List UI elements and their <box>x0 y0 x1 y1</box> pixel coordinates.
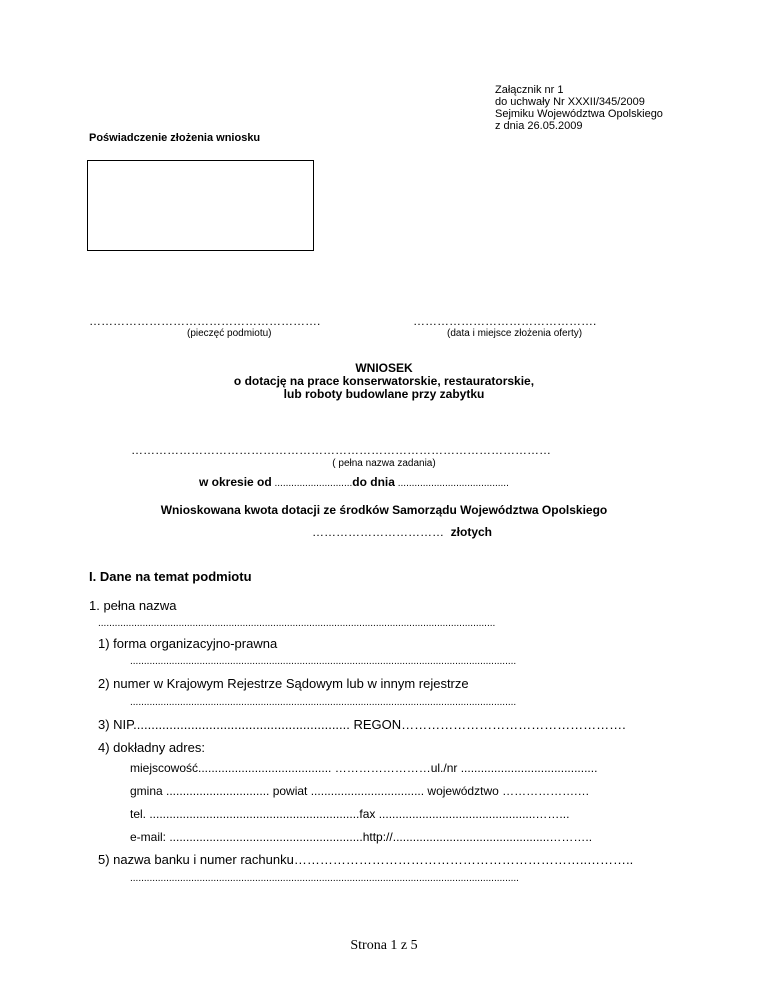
period-from-label: w okresie od <box>199 475 272 489</box>
period-from-dots: ............................ <box>271 478 353 489</box>
document-subtitle-2: lub roboty budowlane przy zabytku <box>283 387 485 401</box>
stamp-box <box>87 160 314 251</box>
attachment-line-4: z dnia 26.05.2009 <box>495 120 583 132</box>
address-city-row: miejscowość........................................ ……………………ul./nr ......................................... <box>130 761 598 775</box>
section-title: I. Dane na temat podmiotu <box>89 569 252 584</box>
attachment-line-3: Sejmiku Województwa Opolskiego <box>495 108 663 120</box>
krs-label: 2) numer w Krajowym Rejestrze Sądowym lub w innym rejestrze <box>98 676 469 691</box>
nip-regon-row: 3) NIP............................................................ REGON……………………………………………. <box>98 717 626 732</box>
document-subtitle-1: o dotację na prace konserwatorskie, restauratorskie, <box>233 374 535 388</box>
amount-dots: …………………………… <box>312 525 444 539</box>
bank-account-label: 5) nazwa banku i numer rachunku…………………………………………………………..……….. <box>98 852 634 867</box>
full-name-label: 1. pełna nazwa <box>89 598 177 613</box>
period-to-label: do dnia <box>352 475 395 489</box>
address-label: 4) dokładny adres: <box>98 740 205 755</box>
period-to-dots: ........................................ <box>394 478 509 489</box>
date-place-caption: (data i miejsce złożenia oferty) <box>447 328 583 339</box>
confirmation-title: Poświadczenie złożenia wniosku <box>89 132 261 144</box>
full-name-dots: ............................................................................................................................................... <box>98 618 496 629</box>
page-number: Strona 1 z 5 <box>350 938 418 953</box>
document-title: WNIOSEK <box>355 361 413 375</box>
bank-account-dots: ............................................................................................................................................ <box>130 873 519 884</box>
period-row <box>199 475 509 489</box>
attachment-line-2: do uchwały Nr XXXII/345/2009 <box>495 96 645 108</box>
date-place-dots: ………………………………………. <box>413 314 597 328</box>
stamp-caption: (pieczęć podmiotu) <box>187 328 272 339</box>
amount-unit: złotych <box>450 525 493 539</box>
stamp-signature-dots: …………………………………………………. <box>89 314 321 328</box>
address-phone-row: tel. ...............................................................fax ...............................................……... <box>130 807 570 821</box>
address-email-row: e-mail: ..........................................................http://...............................................……….. <box>130 830 593 844</box>
attachment-line-1: Załącznik nr 1 <box>495 84 564 96</box>
task-name-caption: ( pełna nazwa zadania) <box>332 458 436 469</box>
task-name-dots: …………………………………………………………………………………………… <box>131 443 551 457</box>
address-region-row: gmina ............................... powiat .................................. województwo ……………….… <box>130 784 590 798</box>
legal-form-dots: ........................................................................................................................................... <box>130 656 517 667</box>
legal-form-label: 1) forma organizacyjno-prawna <box>98 636 278 651</box>
amount-row <box>312 525 492 539</box>
amount-label: Wnioskowana kwota dotacji ze środków Samorządu Województwa Opolskiego <box>160 503 608 517</box>
krs-dots: ........................................................................................................................................... <box>130 697 517 708</box>
